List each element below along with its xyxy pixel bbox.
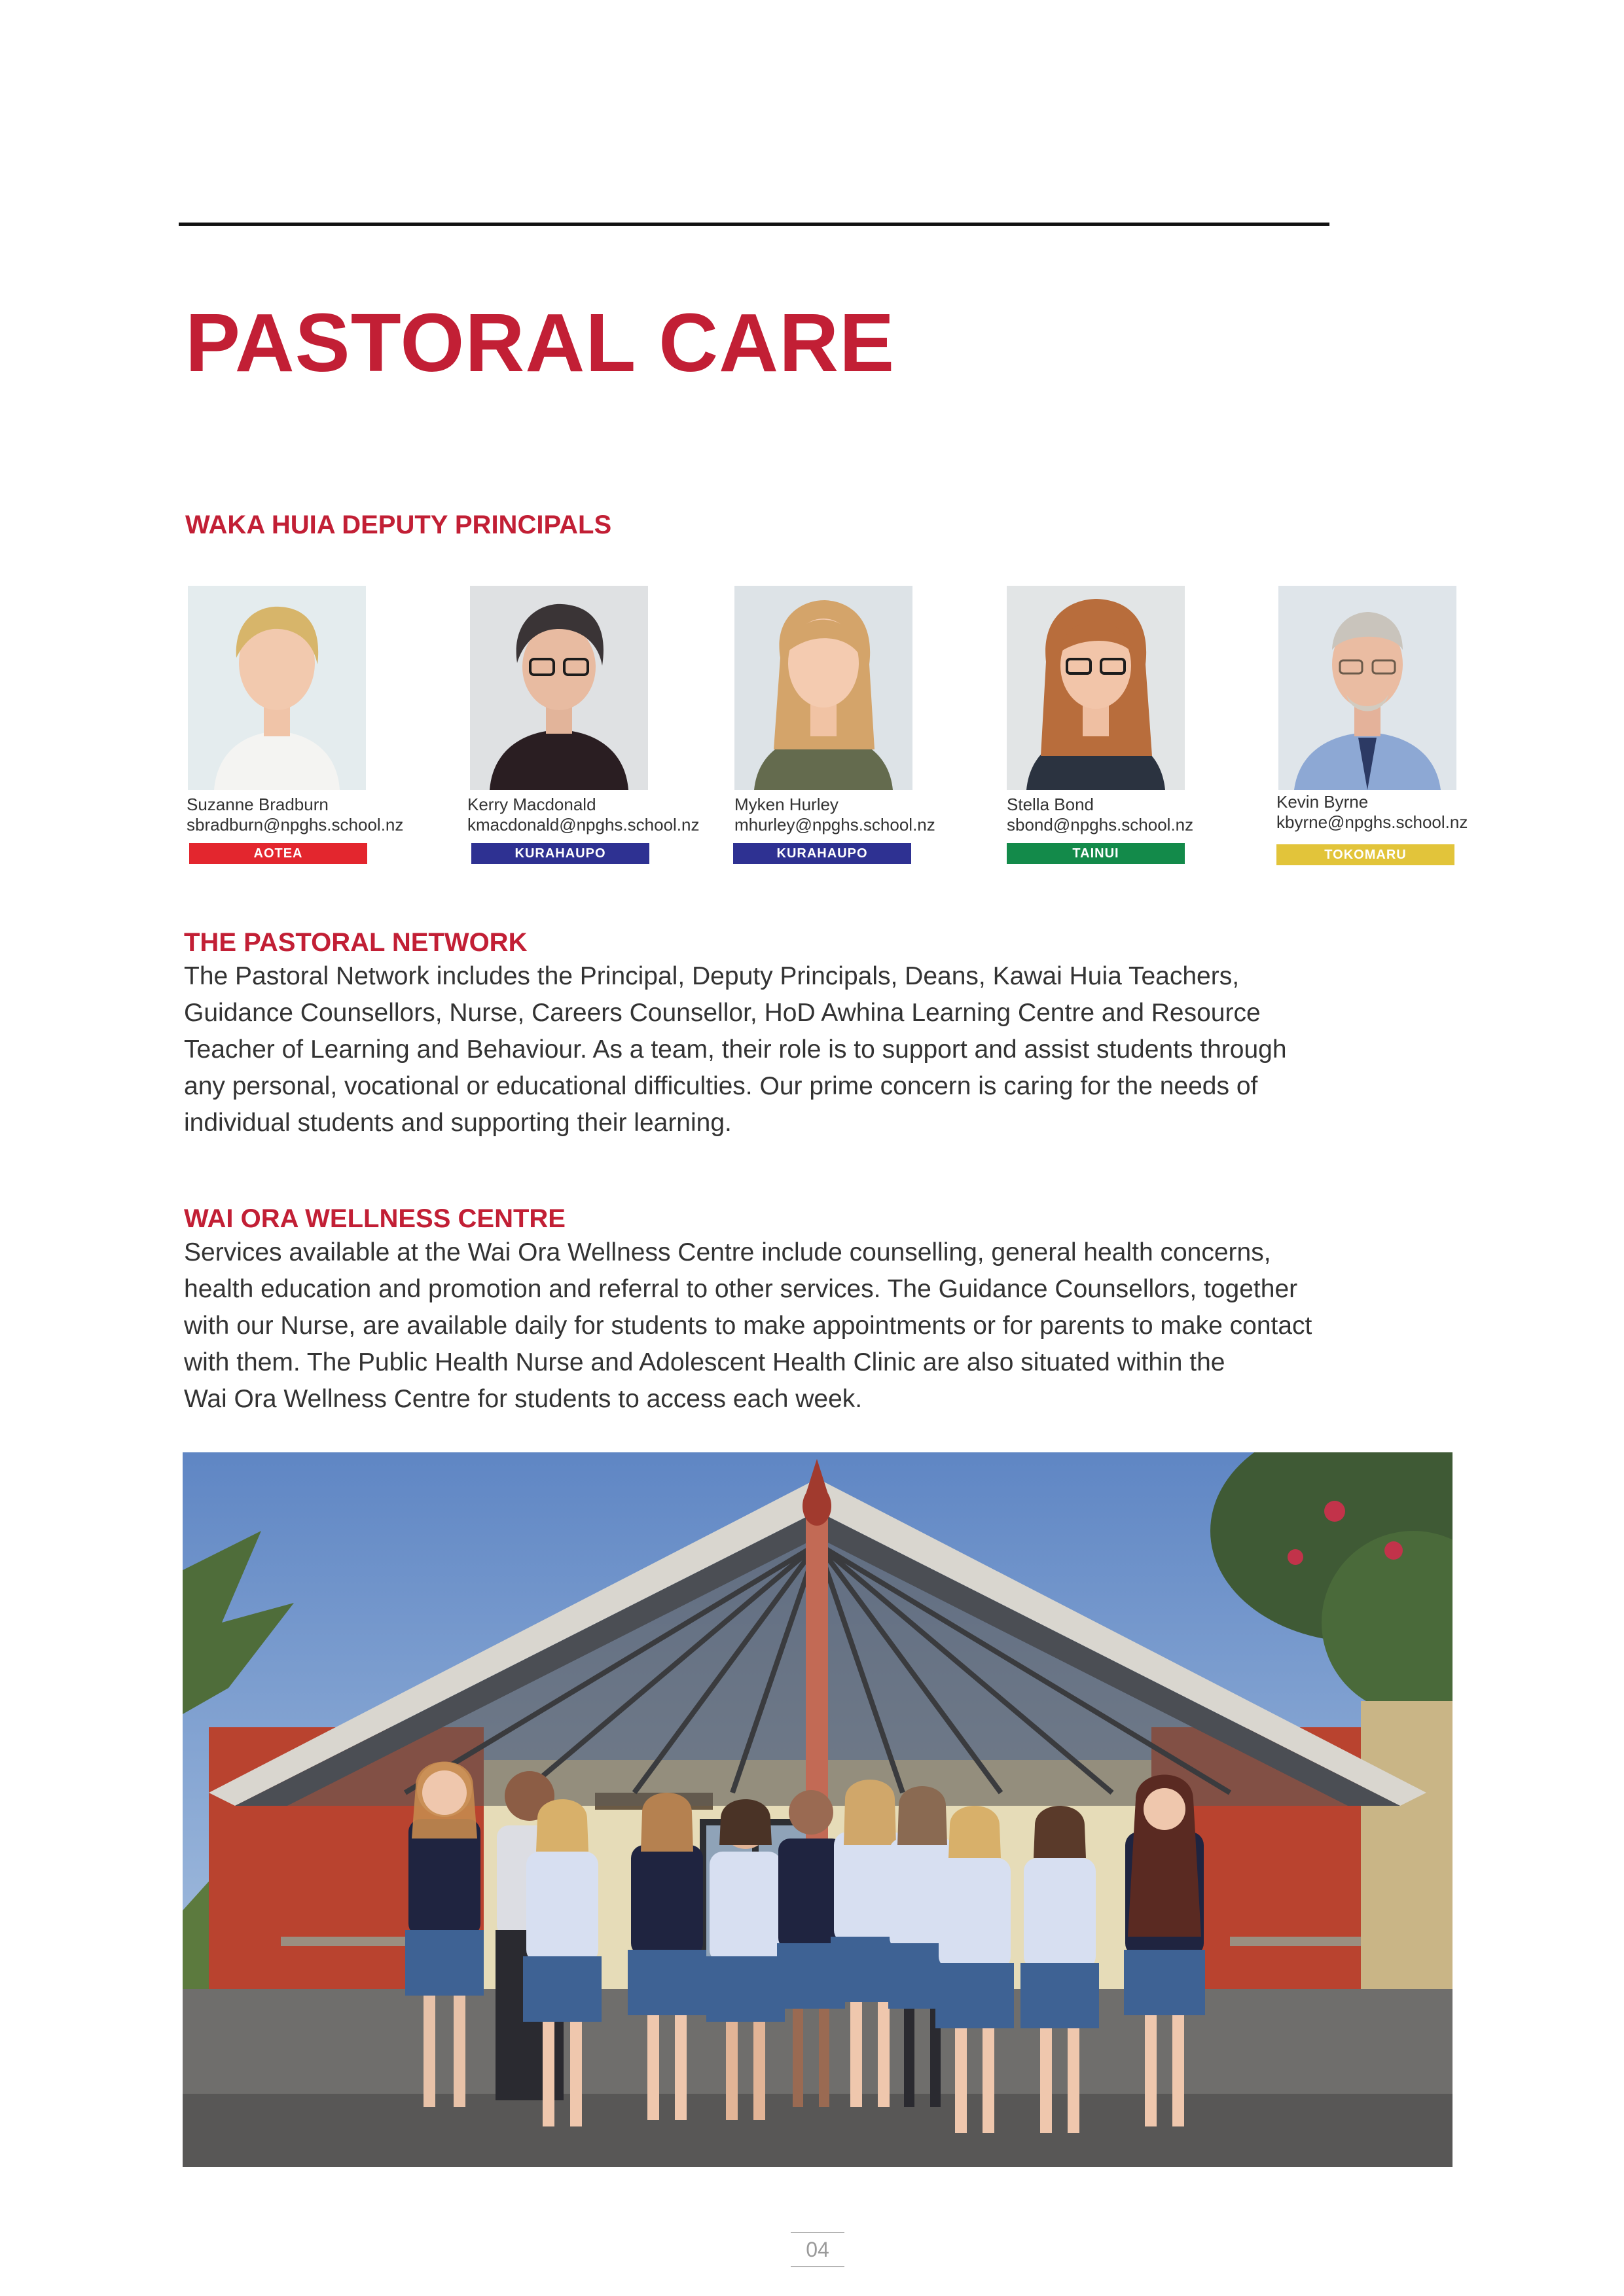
staff-email[interactable]: kmacdonald@npghs.school.nz [467,815,700,834]
staff-name: Suzanne Bradburn [187,795,329,814]
house-badge: TOKOMARU [1276,844,1454,865]
page-number-rule-bottom [791,2266,844,2267]
page-number: 04 [806,2238,829,2261]
staff-name: Kevin Byrne [1276,792,1369,812]
house-badge: KURAHAUPO [733,843,911,864]
text-line: Guidance Counsellors, Nurse, Careers Counsellor, HoD Awhina Learning Centre and Resource [184,999,1261,1027]
text-line: Teacher of Learning and Behaviour. As a team, their role is to support and assist students through [184,1035,1287,1064]
text-line: health education and promotion and referral to other services. The Guidance Counsellors, together [184,1275,1298,1303]
text-line: any personal, vocational or educational difficulties. Our prime concern is caring for the needs of [184,1072,1258,1100]
staff-photo [734,586,912,790]
staff-card-bond [1007,586,1282,874]
text-line: Services available at the Wai Ora Wellness Centre include counselling, general health concerns, [184,1238,1271,1266]
text-line: The Pastoral Network includes the Principal, Deputy Principals, Deans, Kawai Huia Teachers, [184,962,1240,990]
staff-email[interactable]: sbond@npghs.school.nz [1007,815,1194,834]
text-line: individual students and supporting their learning. [184,1109,732,1137]
house-badge: TAINUI [1007,843,1185,864]
staff-card-byrne [1276,586,1551,874]
pastoral-network-text [184,958,1467,1141]
staff-email[interactable]: mhurley@npghs.school.nz [734,815,935,834]
staff-email[interactable]: sbradburn@npghs.school.nz [187,815,404,834]
staff-email[interactable]: kbyrne@npghs.school.nz [1276,812,1468,832]
staff-card-macdonald [467,586,742,874]
deputy-principals-heading: WAKA HUIA DEPUTY PRINCIPALS [185,511,612,539]
house-badge: KURAHAUPO [471,843,649,864]
staff-photo [1278,586,1456,790]
wellness-centre-heading: WAI ORA WELLNESS CENTRE [184,1204,566,1233]
text-line: Wai Ora Wellness Centre for students to access each week. [184,1385,863,1413]
staff-name: Myken Hurley [734,795,839,814]
staff-photo [188,586,366,790]
staff-name: Stella Bond [1007,795,1094,814]
house-badge: AOTEA [189,843,367,864]
page-title: PASTORAL CARE [185,296,895,389]
group-photo [183,1452,1453,2167]
page-number-rule-top [791,2232,844,2233]
wellness-centre-text [184,1234,1467,1418]
staff-name: Kerry Macdonald [467,795,596,814]
staff-photo [470,586,648,790]
text-line: with them. The Public Health Nurse and Adolescent Health Clinic are also situated within the [184,1348,1225,1376]
staff-card-hurley [734,586,1009,874]
pastoral-network-heading: THE PASTORAL NETWORK [184,928,528,957]
text-line: with our Nurse, are available daily for students to make appointments or for parents to make contact [184,1312,1312,1340]
staff-photo [1007,586,1185,790]
top-rule [179,223,1329,226]
staff-card-bradburn [187,586,461,874]
